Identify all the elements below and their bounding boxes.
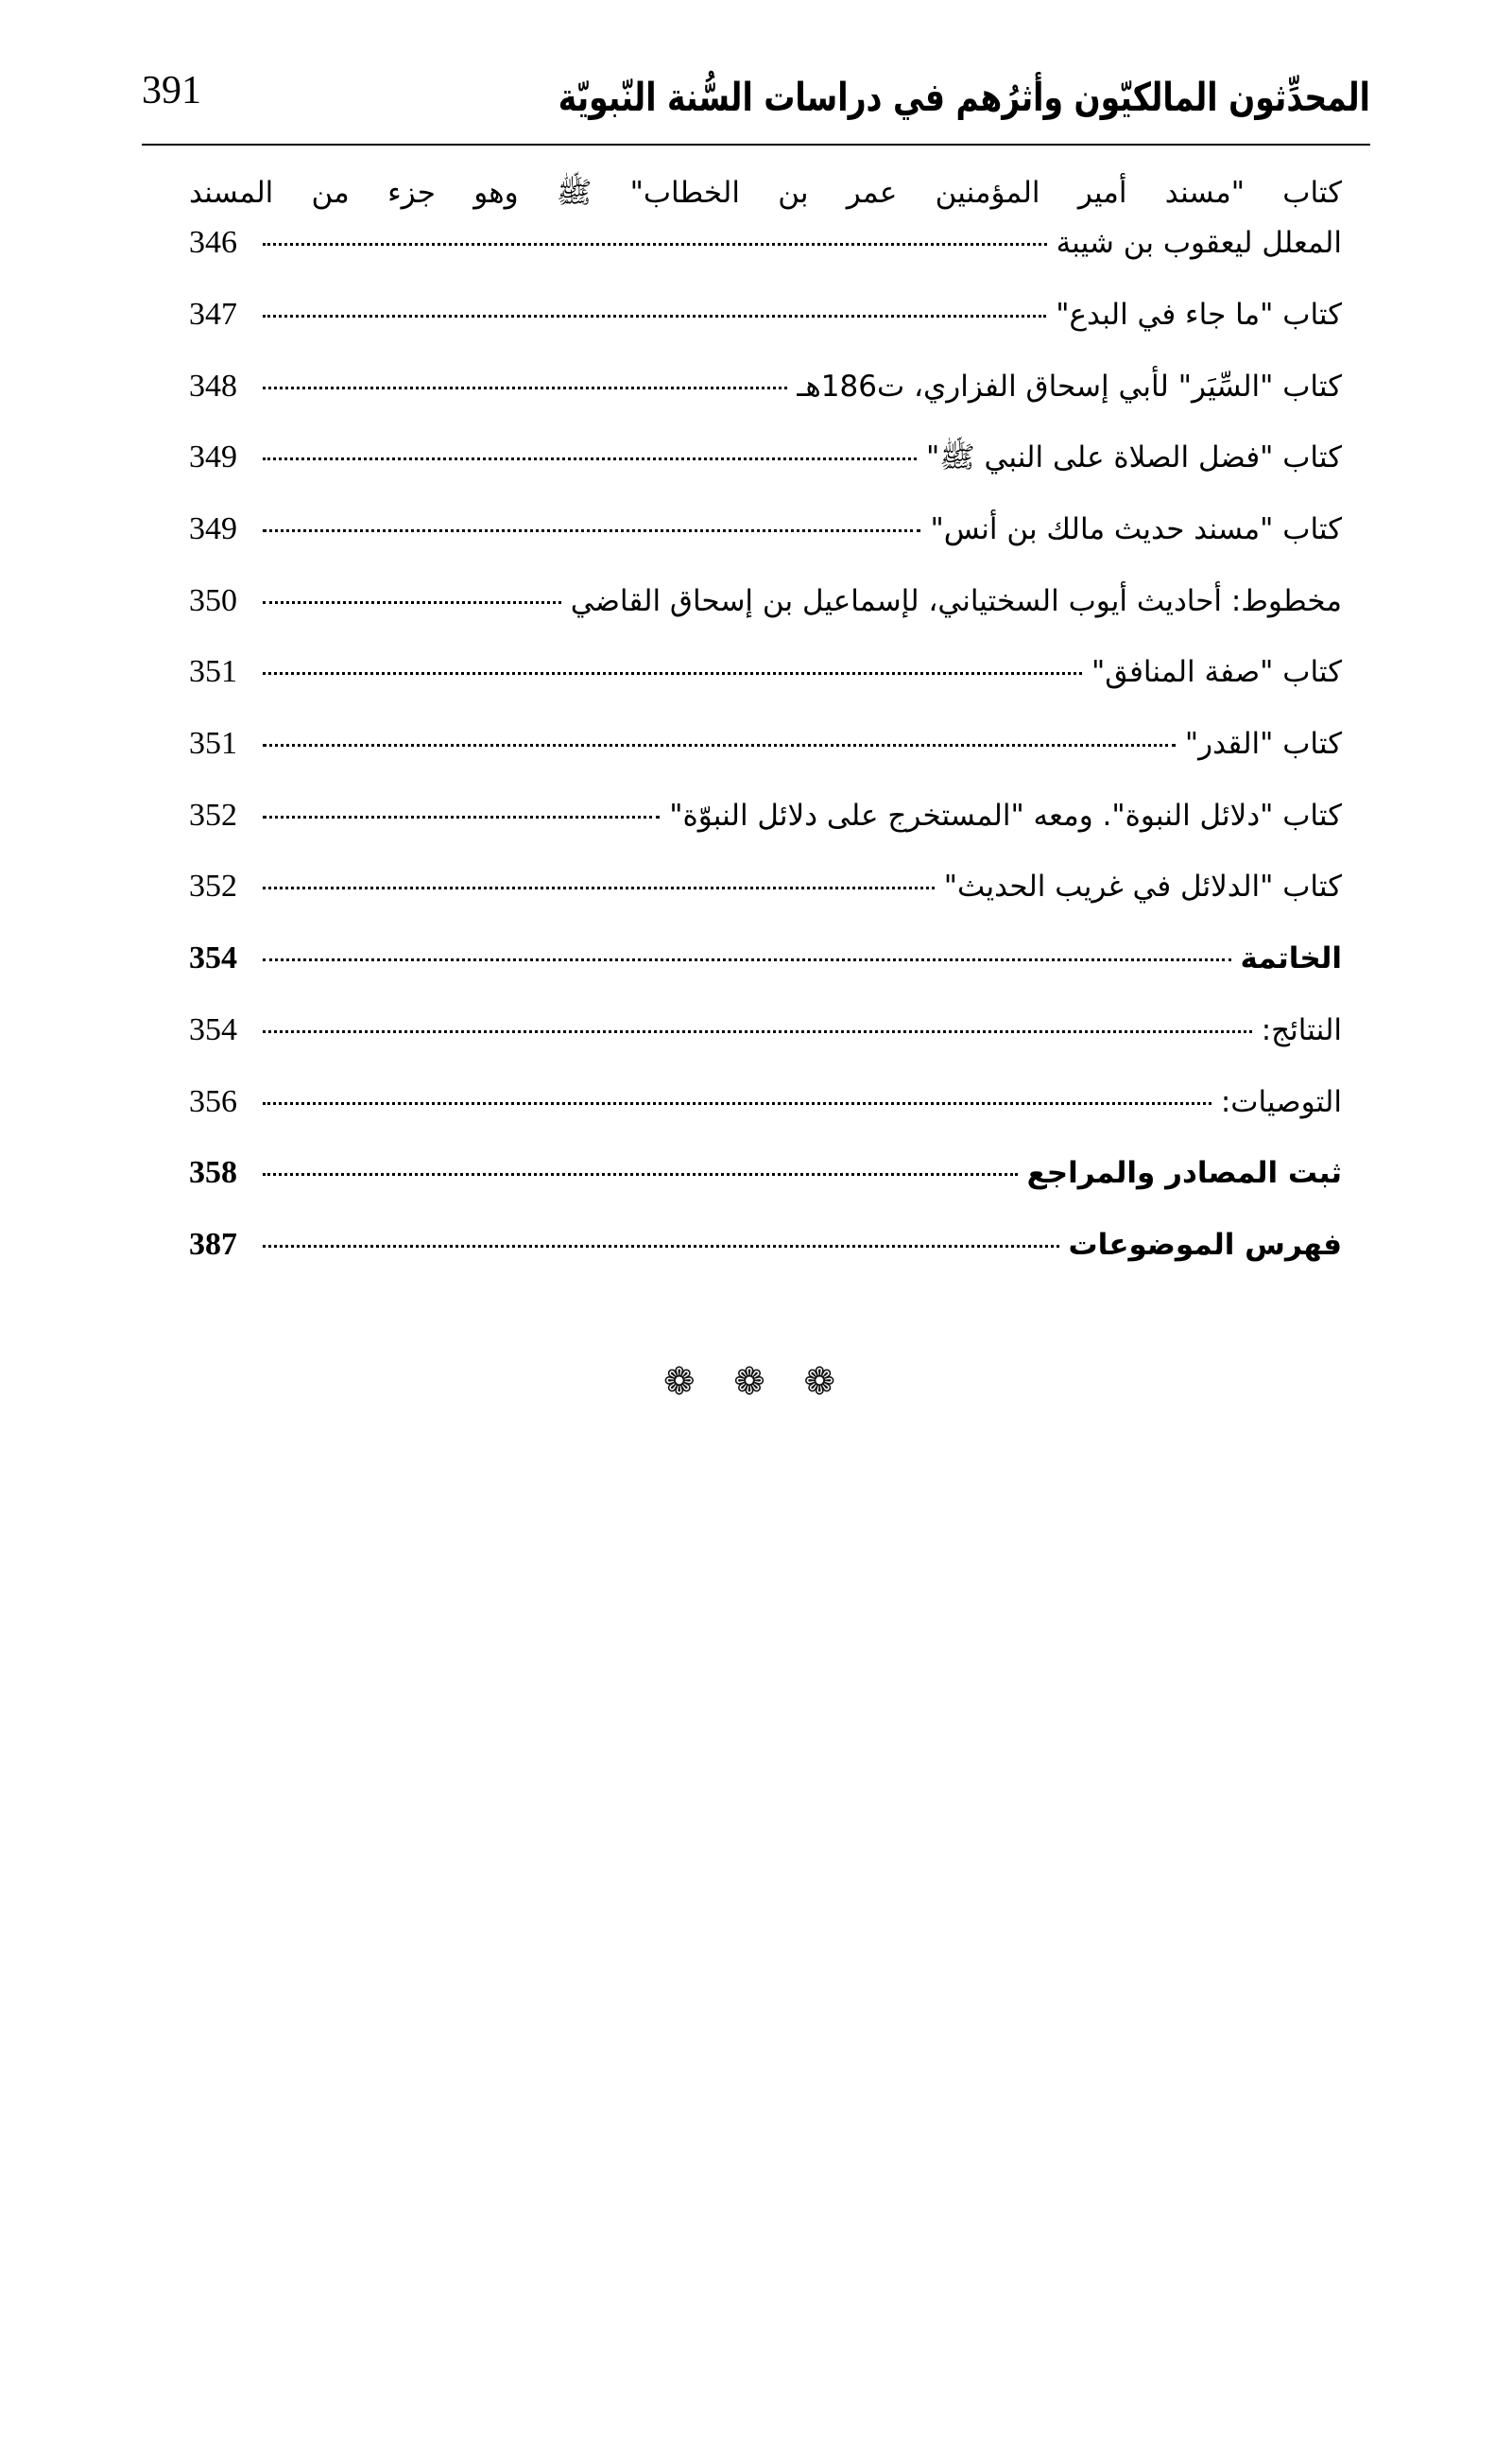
dot-leader <box>263 1030 1252 1033</box>
toc-entry[interactable] <box>189 647 1342 698</box>
dot-leader <box>263 315 1046 318</box>
toc-entry-text-line1: كتاب "مسند أمير المؤمنين عمر بن الخطاب" ﷺ وهو جزء من المسند <box>189 176 1342 210</box>
toc-entry-page: 356 <box>189 1083 237 1119</box>
dot-leader <box>263 1102 1211 1105</box>
toc-entry-text: ثبت المصادر والمراجع <box>1026 1156 1342 1191</box>
toc-entry-text: كتاب "الدلائل في غريب الحديث" <box>943 870 1342 905</box>
toc-entry[interactable] <box>189 1006 1342 1056</box>
toc-entry-text: النتائج: <box>1261 1012 1342 1047</box>
toc-entry-page: 358 <box>189 1155 237 1191</box>
toc-entry-text: كتاب "صفة المنافق" <box>1091 655 1342 690</box>
running-title: المحدِّثون المالكيّون وأثرُهم في دراسات السُّنة النّبويّة <box>558 74 1370 120</box>
toc-entry-text: كتاب "دلائل النبوة". ومعه "المستخرج على دلائل النبوّة" <box>669 798 1342 833</box>
toc-entry-page: 352 <box>189 869 237 905</box>
toc-entry-page: 347 <box>189 296 237 332</box>
toc-entry-text: كتاب "القدر" <box>1184 727 1342 762</box>
dot-leader <box>263 744 1176 747</box>
dot-leader <box>263 243 1047 246</box>
toc-entry-bibliography[interactable] <box>189 1148 1342 1199</box>
toc-entry-page: 348 <box>189 368 237 404</box>
toc-entry-page: 349 <box>189 440 237 475</box>
dot-leader <box>263 1245 1059 1248</box>
toc-entry-text: كتاب "السِّيَر" لأبي إسحاق الفزاري، ت186هـ <box>797 369 1342 404</box>
toc-entry-text: فهرس الموضوعات <box>1068 1227 1342 1262</box>
dot-leader <box>263 387 787 389</box>
page-header <box>0 0 1512 120</box>
toc-entry-text: مخطوط: أحاديث أيوب السختياني، لإسماعيل بن إسحاق القاضي <box>570 583 1342 618</box>
toc-entry-page: 354 <box>189 940 237 976</box>
toc-entry-index[interactable] <box>189 1220 1342 1270</box>
toc-entry-text: كتاب "مسند حديث مالك بن أنس" <box>930 512 1342 547</box>
table-of-contents <box>0 170 1512 1270</box>
toc-entry-page: 354 <box>189 1011 237 1047</box>
toc-entry-text: كتاب "ما جاء في البدع" <box>1056 297 1342 332</box>
toc-entry-page: 350 <box>189 582 237 618</box>
dot-leader <box>263 601 561 604</box>
dot-leader <box>263 1173 1018 1176</box>
toc-entry-page: 351 <box>189 654 237 690</box>
toc-entry[interactable] <box>189 290 1342 340</box>
dot-leader <box>263 887 935 889</box>
dot-leader <box>263 457 917 460</box>
toc-entry-page: 346 <box>189 224 237 260</box>
dot-leader <box>263 672 1082 675</box>
toc-entry[interactable] <box>189 719 1342 769</box>
toc-entry[interactable] <box>189 862 1342 912</box>
dot-leader <box>263 816 660 819</box>
dot-leader <box>263 529 920 532</box>
toc-entry-page: 351 <box>189 726 237 762</box>
toc-entry-conclusion[interactable] <box>189 934 1342 984</box>
toc-entry[interactable] <box>189 170 1342 268</box>
toc-entry[interactable] <box>189 577 1342 627</box>
dot-leader <box>263 958 1231 961</box>
toc-entry-page: 352 <box>189 797 237 833</box>
toc-entry-text-line2: المعلل ليعقوب بن شيبة <box>1056 225 1342 260</box>
toc-entry[interactable] <box>189 362 1342 412</box>
toc-entry-page: 349 <box>189 511 237 547</box>
toc-entry-text: كتاب "فضل الصلاة على النبي ﷺ" <box>925 440 1342 475</box>
toc-entry[interactable] <box>189 505 1342 555</box>
header-divider <box>142 144 1370 146</box>
toc-entry[interactable] <box>189 1078 1342 1128</box>
page-number: 391 <box>142 69 201 112</box>
toc-entry[interactable] <box>189 433 1342 483</box>
toc-entry[interactable] <box>189 791 1342 841</box>
toc-entry-text: الخاتمة <box>1240 941 1342 976</box>
toc-entry-page: 387 <box>189 1226 237 1262</box>
toc-entry-text: التوصيات: <box>1220 1084 1342 1119</box>
ornament-divider: ❁ ❁ ❁ <box>663 1359 849 1404</box>
